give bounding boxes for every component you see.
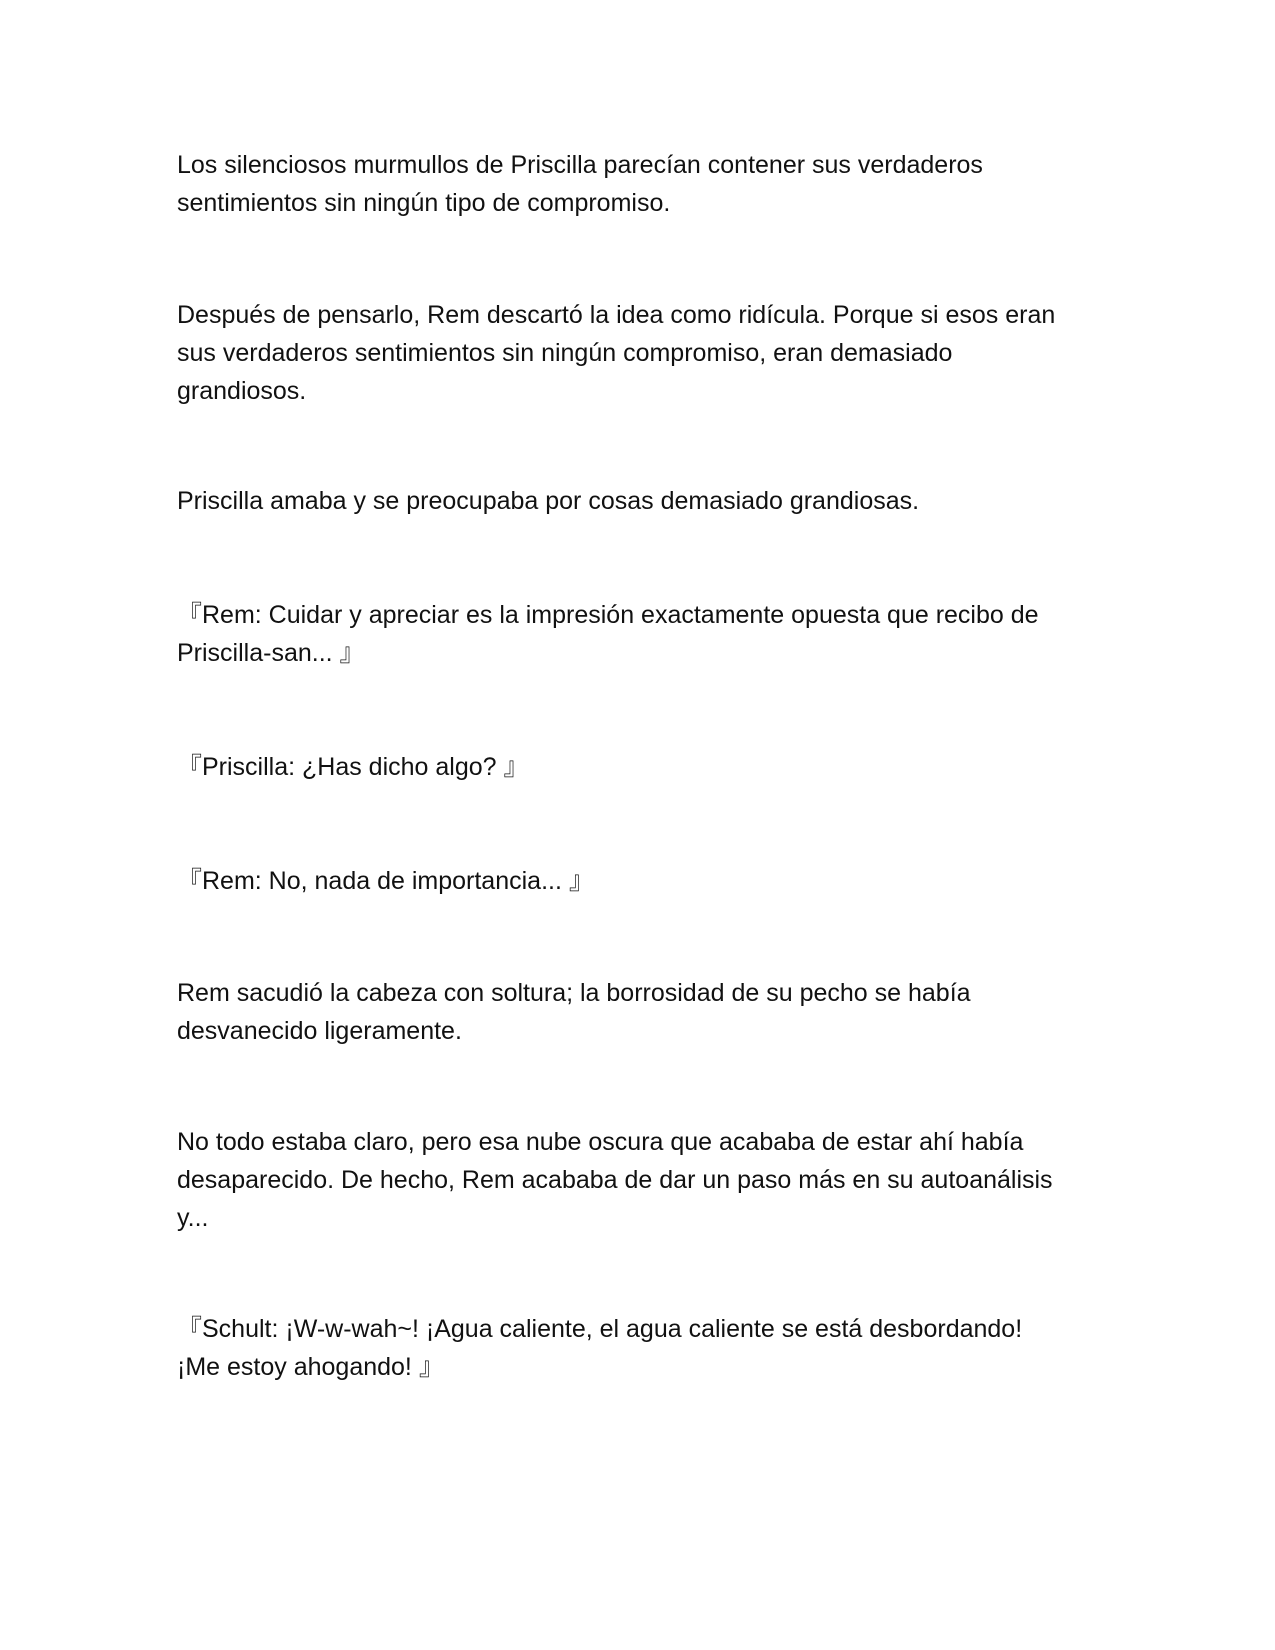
text-line: Los silenciosos murmullos de Priscilla parecían contener sus verdaderos [177, 151, 983, 179]
text-line: y... [177, 1204, 209, 1232]
text-line: No todo estaba claro, pero esa nube oscura que acababa de estar ahí había [177, 1128, 1024, 1156]
text-line: 『Rem: No, nada de importancia... 』 [177, 867, 594, 895]
dialogue-schult-1 [177, 1310, 1117, 1386]
text-line: Después de pensarlo, Rem descartó la idea como ridícula. Porque si esos eran [177, 301, 1056, 329]
text-line: sus verdaderos sentimientos sin ningún compromiso, eran demasiado [177, 339, 953, 367]
text-line: Priscilla amaba y se preocupaba por cosas demasiado grandiosas. [177, 487, 920, 515]
text-line: 『Priscilla: ¿Has dicho algo? 』 [177, 753, 529, 781]
text-line: 『Rem: Cuidar y apreciar es la impresión exactamente opuesta que recibo de [177, 601, 1039, 629]
text-line: ¡Me estoy ahogando! 』 [177, 1353, 444, 1381]
text-line: desaparecido. De hecho, Rem acababa de dar un paso más en su autoanálisis [177, 1166, 1053, 1194]
text-line: Priscilla-san... 』 [177, 639, 365, 667]
paragraph-narration-1 [177, 146, 1117, 222]
dialogue-rem-2 [177, 862, 1117, 900]
paragraph-narration-3 [177, 482, 1117, 520]
paragraph-narration-2 [177, 296, 1117, 410]
text-line: grandiosos. [177, 377, 307, 405]
dialogue-rem-1 [177, 596, 1117, 672]
text-line: sentimientos sin ningún tipo de compromiso. [177, 189, 671, 217]
text-line: Rem sacudió la cabeza con soltura; la borrosidad de su pecho se había [177, 979, 971, 1007]
text-line: desvanecido ligeramente. [177, 1017, 462, 1045]
paragraph-narration-5 [177, 1123, 1117, 1237]
text-line: 『Schult: ¡W-w-wah~! ¡Agua caliente, el agua caliente se está desbordando! [177, 1315, 1023, 1343]
paragraph-narration-4 [177, 974, 1117, 1050]
dialogue-priscilla-1 [177, 748, 1117, 786]
